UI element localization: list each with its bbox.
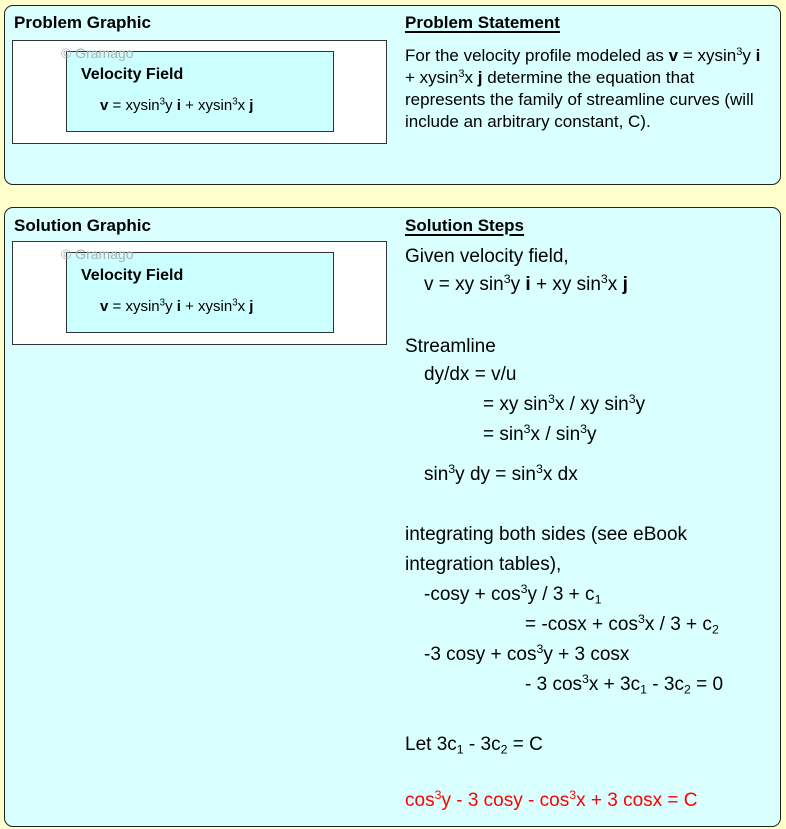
integration-step-3: -3 $\cos y + \cos^3y + 3$ cosx — [424, 642, 630, 665]
watermark: © Gramago — [61, 246, 134, 262]
streamline-step-2: = xy $\sin^3x$ / xy $\sin^3y$ — [483, 392, 646, 415]
velocity-field-title: Velocity Field — [81, 267, 184, 284]
integration-step-2: = $-\cos x + \cos^3x / 3 + c_2$ — [525, 612, 719, 637]
streamline-label: Streamline — [405, 336, 496, 357]
let-constant: Let $3c_1 - 3c_2 = C$ — [405, 734, 543, 757]
velocity-field-box — [66, 252, 334, 333]
integration-text-line-2: integration tables), — [405, 554, 562, 575]
velocity-field-equation: v = xysin$^3$y i + xysin$^3$x j — [100, 297, 254, 315]
velocity-field-title: Velocity Field — [81, 66, 184, 83]
velocity-field-box — [66, 51, 334, 132]
solution-graphic-heading: Solution Graphic — [14, 216, 151, 235]
given-label: Given velocity field, — [405, 246, 569, 267]
problem-graphic-heading: Problem Graphic — [14, 13, 151, 32]
velocity-field-equation: v = xysin$^3$y i + xysin$^3$x j — [100, 96, 254, 114]
final-answer: $\cos^3y - 3$ $\cos y - \cos^3x + 3$ cosx = C — [405, 788, 698, 811]
integration-text-line-1: integrating both sides (see eBook — [405, 524, 688, 545]
streamline-step-3: = $\sin^3x / \sin^3y$ — [483, 422, 597, 445]
solution-panel — [4, 207, 781, 827]
problem-statement-heading: Problem Statement — [405, 13, 560, 32]
given-equation: v = xy $\sin^3y$ i + xy $\sin^3x$ j — [424, 272, 628, 295]
integration-step-4: - 3 $\cos^3x + 3c_1 - 3c_2 = 0$ — [525, 672, 724, 697]
streamline-step-1: dy/dx = v/u — [424, 364, 517, 385]
solution-steps-heading: Solution Steps — [405, 216, 524, 235]
problem-statement-text: For the velocity profile modeled as v = xysin$^3$y i + xysin$^3$x j determine the equation that represents the family of streamline curves (will include an arbitrary constant, C). — [405, 45, 761, 131]
problem-graphic — [12, 40, 387, 144]
watermark: © Gramago — [61, 45, 134, 61]
solution-graphic — [12, 241, 387, 345]
integration-step-1: $-\cos y + \cos^3y / 3 + c_1$ — [424, 582, 602, 607]
streamline-step-4: $\sin^3y$ dy = $\sin^3x$ dx — [424, 462, 578, 485]
